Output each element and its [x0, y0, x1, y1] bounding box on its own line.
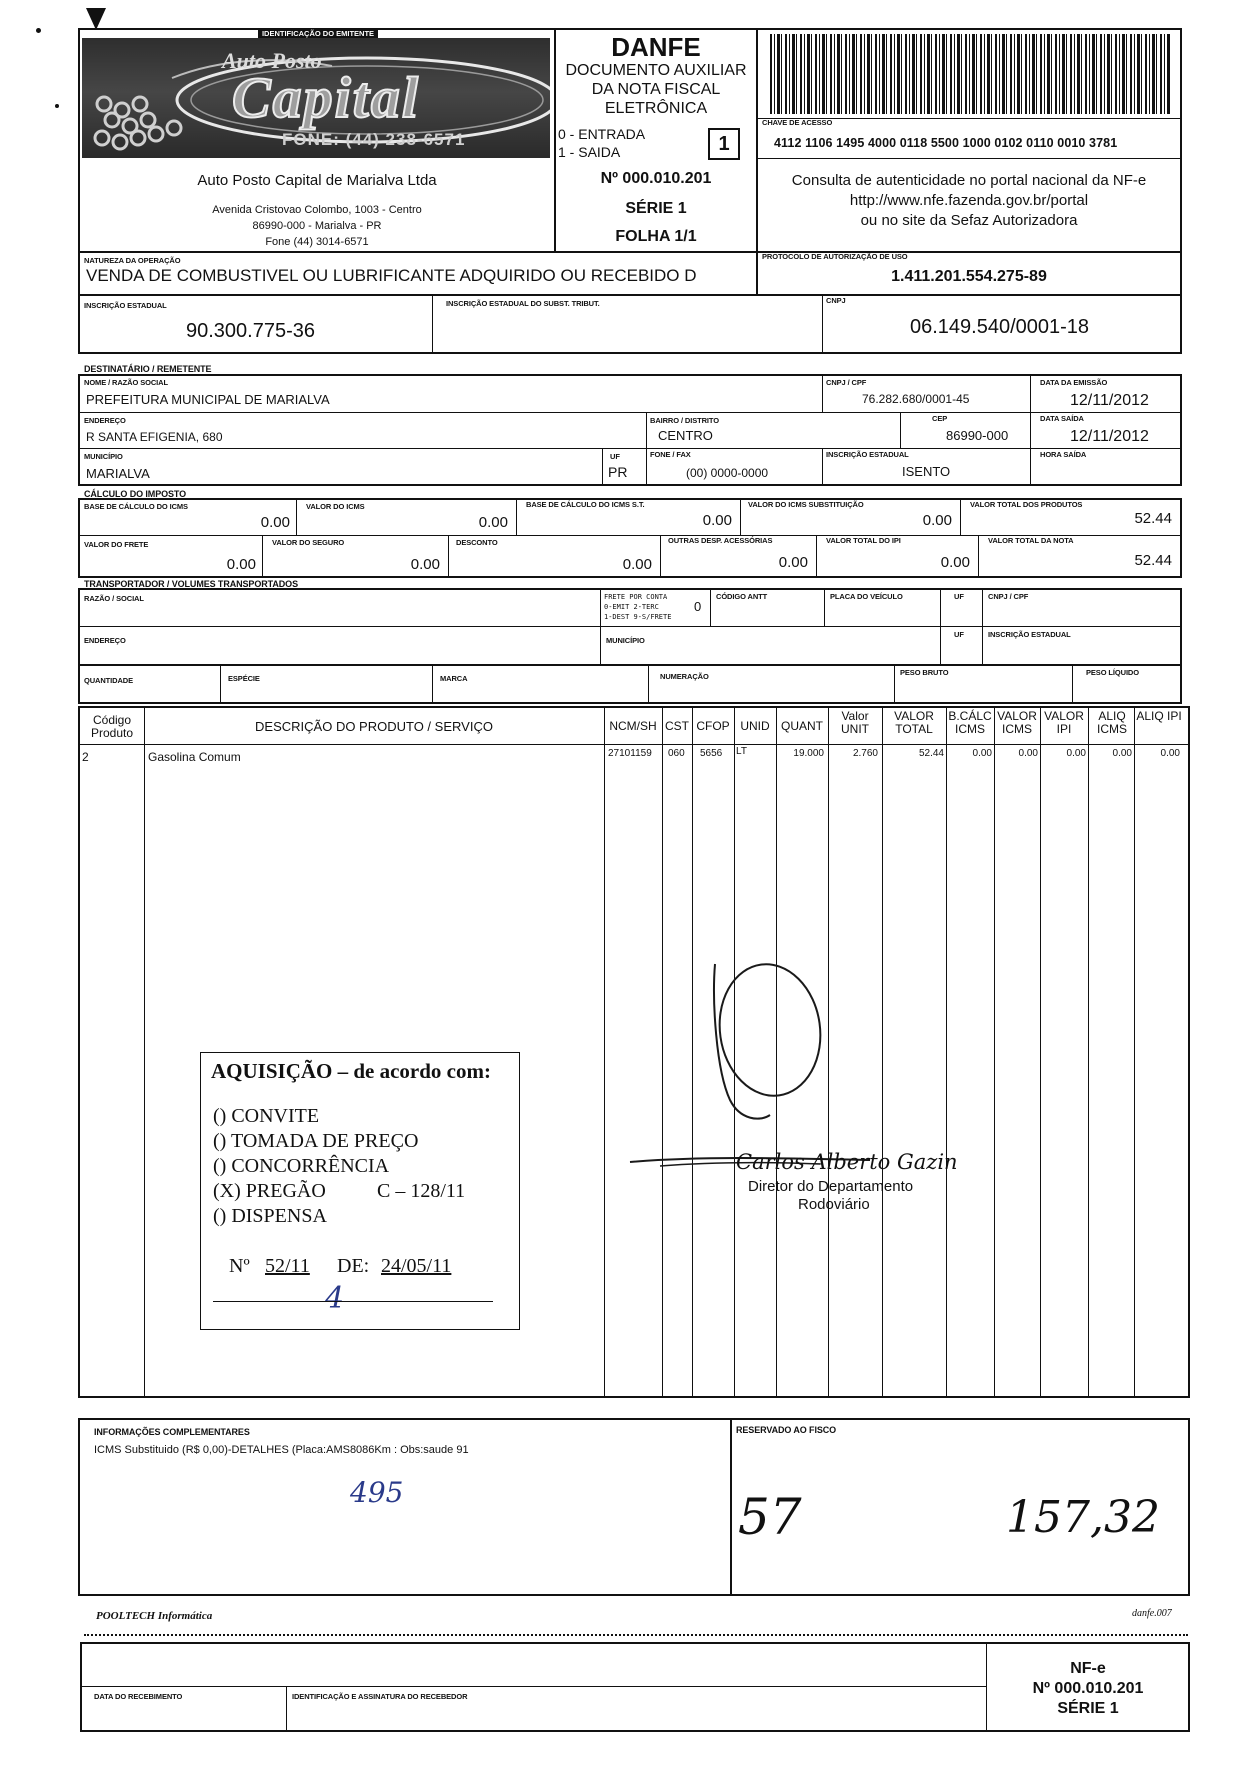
- transp-antt-label: CÓDIGO ANTT: [716, 592, 768, 601]
- signature-name: Carlos Alberto Gazin: [736, 1150, 958, 1174]
- marca-label: MARCA: [440, 674, 468, 683]
- transp-frete-line2: 0-EMIT 2-TERC: [604, 603, 659, 611]
- dest-nome: PREFEITURA MUNICIPAL DE MARIALVA: [86, 392, 330, 407]
- danfe-subtitle2: DA NOTA FISCAL: [591, 81, 721, 98]
- destinatario-box: [78, 374, 1182, 486]
- canhoto-numero: Nº 000.010.201: [1032, 1680, 1144, 1697]
- transp-uf2-label: UF: [954, 630, 964, 639]
- valor-icms-label: VALOR DO ICMS: [306, 502, 365, 511]
- fisco-hand2: 157,32: [1006, 1492, 1160, 1543]
- consulta-line3: ou no site da Sefaz Autorizadora: [860, 212, 1078, 229]
- col-quant: QUANT: [781, 719, 823, 733]
- transp-placa-label: PLACA DO VEÍCULO: [830, 592, 903, 601]
- scan-dot: [55, 104, 59, 108]
- especie-label: ESPÉCIE: [228, 674, 260, 683]
- barcode: [770, 34, 1170, 114]
- transp-ie-label: INSCRIÇÃO ESTADUAL: [988, 630, 1071, 639]
- emitente-phone: Fone (44) 3014-6571: [265, 236, 369, 248]
- col-valor-unit: Valor UNIT: [841, 709, 869, 736]
- danfe-numero: Nº 000.010.201: [600, 170, 712, 187]
- col-cst: CST: [665, 719, 689, 733]
- dest-saida-label: DATA SAÍDA: [1040, 414, 1084, 423]
- transp-endereco-label: ENDEREÇO: [84, 636, 126, 645]
- dest-cep-label: CEP: [932, 414, 948, 423]
- danfe-code: danfe.007: [1132, 1608, 1172, 1619]
- emitente-name: Auto Posto Capital de Marialva Ltda: [197, 172, 437, 189]
- row1-codigo: 2: [82, 750, 89, 764]
- dest-cnpj-label: CNPJ / CPF: [826, 378, 867, 387]
- transp-frete-value: 0: [694, 599, 702, 614]
- scan-corner-mark: [86, 8, 106, 30]
- danfe-entrada: 0 - ENTRADA: [558, 126, 646, 142]
- seguro-label: VALOR DO SEGURO: [272, 538, 345, 547]
- frete-label: VALOR DO FRETE: [84, 540, 149, 549]
- valor-st-label: VALOR DO ICMS SUBSTITUIÇÃO: [748, 500, 864, 509]
- transp-razao-label: RAZÃO / SOCIAL: [84, 594, 144, 603]
- col-aliq-icms: ALIQ ICMS: [1097, 709, 1127, 736]
- ipi: 0.00: [940, 554, 970, 571]
- canhoto-nfe: NF-e: [1070, 1660, 1106, 1677]
- stamp-date: 24/05/11: [381, 1255, 452, 1277]
- col-ncm: NCM/SH: [609, 719, 657, 733]
- row1-cst: 060: [668, 748, 685, 759]
- danfe-tipo: 1: [708, 128, 740, 160]
- desconto: 0.00: [622, 556, 652, 573]
- dest-bairro-label: BAIRRO / DISTRITO: [650, 416, 719, 425]
- valor-st: 0.00: [922, 512, 952, 529]
- desconto-label: DESCONTO: [456, 538, 498, 547]
- transp-frete-line1: FRETE POR CONTA: [604, 593, 668, 601]
- dest-saida: 12/11/2012: [1070, 428, 1149, 445]
- info-label: INFORMAÇÕES COMPLEMENTARES: [94, 1427, 250, 1437]
- cnpj-label: CNPJ: [826, 296, 846, 305]
- row1-aliq-icms: 0.00: [1112, 748, 1132, 759]
- cnpj-value: 06.149.540/0001-18: [910, 316, 1090, 338]
- dest-bairro: CENTRO: [658, 428, 713, 443]
- col-valor-ipi: VALOR IPI: [1044, 709, 1084, 736]
- row1-valor-ipi: 0.00: [1066, 748, 1086, 759]
- base-icms: 0.00: [260, 514, 290, 531]
- dest-fone: (00) 0000-0000: [686, 466, 769, 480]
- row1-descricao: Gasolina Comum: [148, 750, 241, 764]
- transp-cnpj-label: CNPJ / CPF: [988, 592, 1029, 601]
- stamp-opt-convite: () CONVITE: [213, 1105, 320, 1127]
- chave-value: 4112 1106 1495 4000 0118 5500 1000 0102 0110 0010 3781: [774, 136, 1118, 150]
- outras: 0.00: [778, 554, 808, 571]
- col-unid: UNID: [740, 719, 770, 733]
- consulta-line1: Consulta de autenticidade no portal nacional da NF-e: [791, 172, 1147, 189]
- col-valor-icms: VALOR ICMS: [997, 709, 1037, 736]
- row1-valor-total: 52.44: [918, 748, 944, 759]
- danfe-subtitle1: DOCUMENTO AUXILIAR: [565, 62, 747, 79]
- col-cfop: CFOP: [696, 719, 730, 733]
- transp-frete-line3: 1-DEST 9-S/FRETE: [604, 613, 672, 621]
- assinatura-label: IDENTIFICAÇÃO E ASSINATURA DO RECEBEDOR: [292, 1692, 468, 1701]
- data-recebimento-label: DATA DO RECEBIMENTO: [94, 1692, 183, 1701]
- stamp-opt-concorrencia: () CONCORRÊNCIA: [213, 1155, 390, 1177]
- stamp-opt-tomada: () TOMADA DE PREÇO: [213, 1130, 419, 1152]
- col-codigo: Código Produto: [90, 713, 134, 740]
- dest-emissao: 12/11/2012: [1070, 392, 1149, 409]
- pooltech-logo: POOLTECH Informática: [96, 1610, 213, 1622]
- col-valor-total: VALOR TOTAL: [894, 709, 934, 736]
- aquisicao-stamp: [200, 1052, 520, 1330]
- natureza-label: NATUREZA DA OPERAÇÃO: [84, 256, 181, 265]
- dest-uf-label: UF: [610, 452, 620, 461]
- protocolo-label: PROTOCOLO DE AUTORIZAÇÃO DE USO: [762, 252, 908, 261]
- dest-emissao-label: DATA DA EMISSÃO: [1040, 378, 1108, 387]
- base-icms-label: BASE DE CÁLCULO DO ICMS: [84, 502, 188, 511]
- total-nota: 52.44: [1134, 552, 1172, 569]
- total-prod-label: VALOR TOTAL DOS PRODUTOS: [970, 500, 1083, 509]
- transp-uf-label: UF: [954, 592, 964, 601]
- row1-cfop: 5656: [700, 748, 723, 759]
- dest-endereco: R SANTA EFIGENIA, 680: [86, 430, 223, 444]
- peso-bruto-label: PESO BRUTO: [900, 668, 949, 677]
- imposto-section-label: CÁLCULO DO IMPOSTO: [84, 489, 187, 499]
- col-descricao: DESCRIÇÃO DO PRODUTO / SERVIÇO: [255, 719, 493, 734]
- total-prod: 52.44: [1134, 510, 1172, 527]
- destinatario-section-label: DESTINATÁRIO / REMETENTE: [84, 364, 212, 374]
- info-hand: 495: [350, 1476, 404, 1509]
- protocolo-value: 1.411.201.554.275-89: [891, 268, 1047, 285]
- seguro: 0.00: [410, 556, 440, 573]
- row1-unid: LT: [736, 746, 747, 757]
- base-st: 0.00: [702, 512, 732, 529]
- signature-role2: Rodoviário: [798, 1196, 870, 1213]
- total-nota-label: VALOR TOTAL DA NOTA: [988, 536, 1074, 545]
- chave-label: CHAVE DE ACESSO: [762, 118, 833, 127]
- canhoto-serie: SÉRIE 1: [1057, 1700, 1119, 1717]
- row1-ncm: 27101159: [608, 748, 652, 759]
- col-bcalc-icms: B.CÁLC ICMS: [948, 709, 992, 736]
- dest-ie-label: INSCRIÇÃO ESTADUAL: [826, 450, 909, 459]
- fisco-label: RESERVADO AO FISCO: [736, 1425, 837, 1435]
- logo-line2: Capital: [232, 65, 421, 130]
- dest-cnpj: 76.282.680/0001-45: [862, 392, 970, 406]
- row1-aliq-ipi: 0.00: [1160, 748, 1180, 759]
- ie-value: 90.300.775-36: [186, 320, 316, 342]
- stamp-pregao-code: C – 128/11: [377, 1180, 466, 1202]
- stamp-title: AQUISIÇÃO – de acordo com:: [211, 1059, 491, 1083]
- ipi-label: VALOR TOTAL DO IPI: [826, 536, 901, 545]
- danfe-serie: SÉRIE 1: [625, 200, 687, 217]
- danfe-folha: FOLHA 1/1: [615, 228, 697, 245]
- scan-dot: [36, 28, 41, 33]
- emitente-section-label: IDENTIFICAÇÃO DO EMITENTE: [258, 28, 378, 39]
- quantidade-label: QUANTIDADE: [84, 676, 133, 685]
- base-st-label: BASE DE CÁLCULO DO ICMS S.T.: [526, 500, 645, 509]
- iest-label: INSCRIÇÃO ESTADUAL DO SUBST. TRIBUT.: [446, 299, 600, 308]
- natureza-value: VENDA DE COMBUSTIVEL OU LUBRIFICANTE ADQUIRIDO OU RECEBIDO D: [86, 266, 697, 285]
- dest-uf: PR: [608, 464, 628, 480]
- dest-hora-label: HORA SAÍDA: [1040, 450, 1087, 459]
- stamp-num: 52/11: [265, 1255, 310, 1277]
- ie-label: INSCRIÇÃO ESTADUAL: [84, 301, 167, 310]
- numeracao-label: NUMERAÇÃO: [660, 672, 709, 681]
- emitente-address2: 86990-000 - Marialva - PR: [252, 220, 382, 232]
- peso-liquido-label: PESO LÍQUIDO: [1086, 668, 1139, 677]
- row1-valor-unit: 2.760: [852, 748, 878, 759]
- stamp-num-prefix: Nº: [229, 1255, 250, 1277]
- dest-nome-label: NOME / RAZÃO SOCIAL: [84, 378, 168, 387]
- signature-graphic: [620, 950, 880, 1170]
- dest-ie: ISENTO: [902, 464, 951, 479]
- outras-label: OUTRAS DESP. ACESSÓRIAS: [668, 536, 773, 545]
- col-aliq-ipi: ALIQ IPI: [1136, 709, 1182, 723]
- fisco-hand1: 57: [738, 1488, 802, 1546]
- dest-fone-label: FONE / FAX: [650, 450, 691, 459]
- stamp-opt-pregao: (X) PREGÃO: [213, 1180, 326, 1202]
- logo-line1: Auto Posto: [222, 48, 322, 73]
- consulta-line2: http://www.nfe.fazenda.gov.br/portal: [849, 192, 1089, 209]
- cut-line: [84, 1634, 1188, 1636]
- dest-municipio: MARIALVA: [86, 466, 150, 481]
- info-text: ICMS Substituido (R$ 0,00)-DETALHES (Placa:AMS8086Km : Obs:saude 91: [94, 1444, 469, 1456]
- transp-municipio-label: MUNICÍPIO: [606, 636, 645, 645]
- dest-municipio-label: MUNICÍPIO: [84, 452, 123, 461]
- emitente-address1: Avenida Cristovao Colombo, 1003 - Centro: [212, 204, 422, 216]
- stamp-de-prefix: DE:: [337, 1255, 370, 1277]
- row1-valor-icms: 0.00: [1018, 748, 1038, 759]
- row1-bcalc-icms: 0.00: [972, 748, 992, 759]
- valor-icms: 0.00: [478, 514, 508, 531]
- danfe-saida: 1 - SAIDA: [558, 144, 621, 160]
- volumes-box: [78, 664, 1182, 704]
- signature-role1: Diretor do Departamento: [748, 1178, 914, 1195]
- transp-section-label: TRANSPORTADOR / VOLUMES TRANSPORTADOS: [84, 579, 298, 589]
- logo-phone: FONE: (44) 238-6571: [282, 130, 466, 149]
- emitente-logo: [82, 38, 550, 158]
- row1-quant: 19.000: [793, 748, 824, 759]
- dest-endereco-label: ENDEREÇO: [84, 416, 126, 425]
- danfe-title: DANFE: [611, 32, 701, 62]
- danfe-subtitle3: ELETRÔNICA: [604, 100, 708, 117]
- stamp-opt-dispensa: () DISPENSA: [213, 1205, 327, 1227]
- stamp-hand-mark: 4: [325, 1281, 345, 1316]
- dest-cep: 86990-000: [946, 428, 1009, 443]
- frete: 0.00: [226, 556, 256, 573]
